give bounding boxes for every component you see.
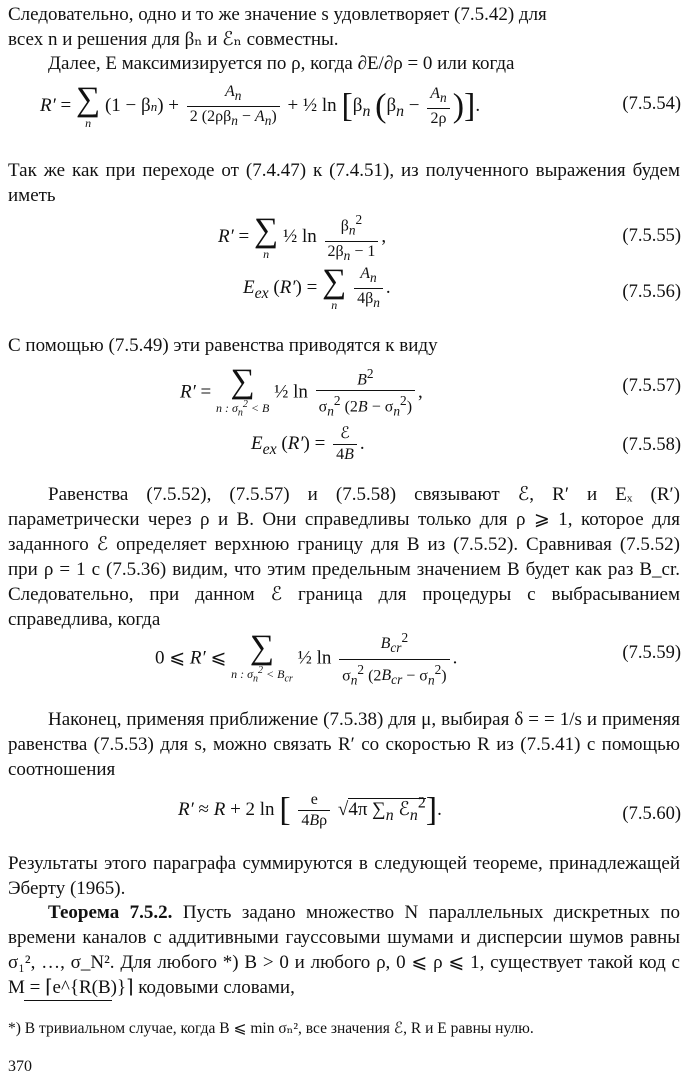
paragraph-6: Наконец, применяя приближение (7.5.38) для μ, выбирая δ = = 1/s и применяя равенства (7.5.53) для s, можно связать R′ со скоростью R из (7.5.41) с помощью соотношения — [8, 709, 680, 780]
equation-number-7-5-59: (7.5.59) — [622, 643, 681, 663]
footnote-divider — [24, 1000, 112, 1001]
equation-7-5-54: R′ = ∑ n (1 − βn) + $\frac{A_n}{2 (2\rho\beta_n - A_n)}$ + ½ $\ln [\beta_n$ ($\beta_n$ − $\frac{A_n}{2\rho}$ )]. — [40, 80, 481, 130]
paragraph-5: Равенства (7.5.52), (7.5.57) и (7.5.58) связывают ℰ, R′ и Eₓ (R′) параметрически через ρ и B. Они справедливы только для ρ ⩾ 1, которое для заданного ℰ определяет верхнюю границу для B из (7.5.52). Сравнивая (7.5.52) при ρ = 1 с (7.5.36) видим, что этим предельным значением B будет как раз B_cr. Следовательно, при данном ℰ граница для процедуры с выбрасыванием справедлива, когда — [8, 484, 680, 630]
paragraph-2: Далее, E максимизируется по ρ, когда ∂E/∂ρ = 0 или когда — [48, 53, 515, 74]
paragraph-1-line-1: Следовательно, одно и то же значение s удовлетворяет (7.5.42) для — [8, 4, 547, 25]
equation-number-7-5-60: (7.5.60) — [622, 804, 681, 824]
paragraph-4: С помощью (7.5.49) эти равенства приводятся к виду — [8, 335, 438, 356]
equation-7-5-59: 0 ⩽ R′ ⩽ ∑ n : $\sigma_n^2 < B_{cr}$ ½ ln $\frac{B_{cr}^2}{\sigma_n^2 (2B_{cr} - \sigma_n^2)}$ . — [155, 628, 457, 690]
page-number: 370 — [8, 1058, 32, 1075]
theorem-7-5-2 — [8, 900, 680, 1000]
footnote: *) В тривиальном случае, когда B ⩽ min σₙ², все значения ℰ, R и E равны нулю. — [8, 1020, 534, 1037]
theorem-title: Теорема 7.5.2. — [48, 902, 173, 923]
equation-number-7-5-56: (7.5.56) — [622, 282, 681, 302]
paragraph-1-line-2: всех n и решения для βₙ и ℰₙ совместны. — [8, 29, 339, 50]
paragraph-1 — [8, 2, 680, 52]
equation-7-5-60: R′ ≈ R + 2 ln [ $\frac{e}{4B\rho}$ √4π $\sum_n$ ℰ$_n^2$]. — [178, 791, 442, 829]
equation-number-7-5-57: (7.5.57) — [622, 376, 681, 396]
theorem-text: Пусть задано множество N параллельных дискретных по времени каналов с аддитивными гауссовыми шумами и дисперсии шумов равны σ₁², …, σ_N². Для любого *) B > 0 и любого ρ, 0 ⩽ ρ ⩽ 1, существует такой код с M = ⌈e^{R(B)}⌉ кодовыми словами, — [8, 902, 680, 998]
equation-number-7-5-54: (7.5.54) — [622, 94, 681, 114]
equation-7-5-57: R′ = ∑ n : $\sigma_n^2 < B$ ½ ln $\frac{B^2}{\sigma_n^2 (2B - \sigma_n^2)}$ , — [180, 364, 423, 422]
equation-7-5-56: $E_{ex}$ (R′) = ∑ n $\frac{A_n}{4\beta_n}$ . — [243, 262, 391, 312]
equation-7-5-55: R′ = ∑ n ½ ln $\frac{\beta_n^2}{2\beta_n - 1}$ , — [218, 210, 386, 266]
paragraph-3: Так же как при переходе от (7.4.47) к (7.4.51), из полученного выражения будем иметь — [8, 160, 680, 206]
equation-number-7-5-55: (7.5.55) — [622, 226, 681, 246]
equation-7-5-58: $E_{ex}$ (R′) = $\frac{\text{ℰ}}{4B}$ . — [251, 425, 365, 463]
equation-number-7-5-58: (7.5.58) — [622, 435, 681, 455]
paragraph-7: Результаты этого параграфа суммируются в следующей теореме, принадлежащей Эберту (1965). — [8, 853, 680, 899]
